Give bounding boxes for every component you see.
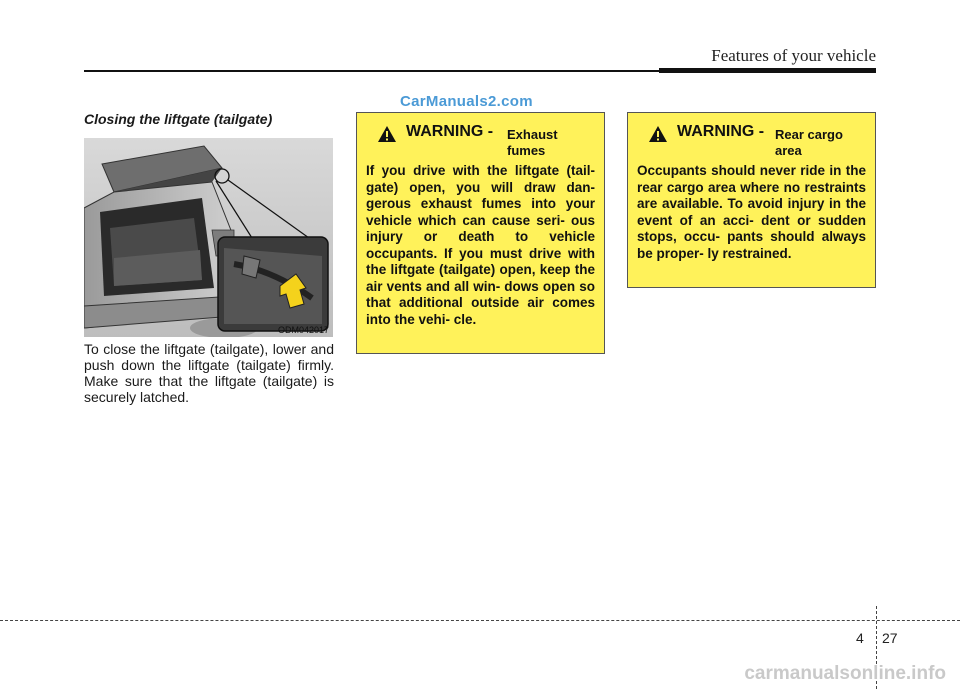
footer-watermark: carmanualsonline.info — [744, 663, 946, 684]
warning-triangle-icon — [648, 125, 668, 143]
liftgate-illustration — [84, 138, 333, 337]
site-watermark: CarManuals2.com — [400, 93, 533, 110]
section-body: To close the liftgate (tailgate), lower and push down the liftgate (tailgate) firmly. Make sure that the liftgate (tailgate) is securely latched. — [84, 341, 334, 405]
warning-body: If you drive with the liftgate (tail- gate) open, you will draw dan- gerous exhaust fumes into your vehicle which can cause seri- ous injury or death to vehicle occupants. If you must drive with the liftgate (tailgate) open, keep the air vents and all win- dows open so that additional outside air comes into the vehi- cle. — [366, 163, 595, 327]
page-number: 27 — [882, 630, 898, 646]
warning-header — [366, 121, 595, 159]
warning-label: WARNING - — [406, 123, 494, 140]
liftgate-photo — [84, 138, 333, 337]
warning-triangle-icon — [377, 125, 397, 143]
warning-body: Occupants should never ride in the rear cargo area where no restraints are available. To avoid injury in the event of an acci- dent or sudden stops, occu- pants should always be proper- ly restrained. — [637, 163, 866, 261]
warning-subject-line1: Rear cargo — [775, 127, 843, 142]
section-title: Closing the liftgate (tailgate) — [84, 111, 273, 127]
warning-header — [637, 121, 866, 159]
chapter-number: 4 — [856, 630, 864, 646]
warning-box-rear-cargo-area — [627, 112, 876, 288]
header-rule — [84, 70, 659, 72]
warning-subject-line2: area — [775, 143, 802, 158]
warning-label: WARNING - — [677, 123, 765, 140]
footer-rule — [0, 620, 960, 621]
warning-box-exhaust-fumes — [356, 112, 605, 354]
warning-subject-line1: Exhaust — [507, 127, 558, 142]
image-code: ODM042017 — [277, 325, 329, 335]
warning-subject-line2: fumes — [507, 143, 546, 158]
running-header-title: Features of your vehicle — [711, 46, 876, 65]
header-rule-thick — [659, 68, 876, 73]
